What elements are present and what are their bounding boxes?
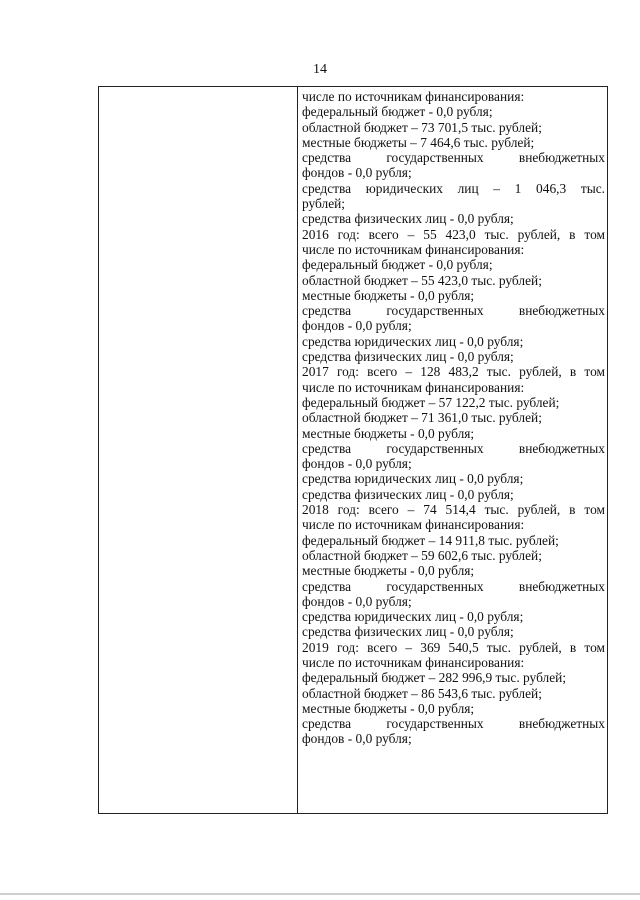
funding-line: местные бюджеты – 7 464,6 тыс. рублей; xyxy=(302,134,535,150)
funding-line: федеральный бюджет – 14 911,8 тыс. рублей; xyxy=(302,532,559,548)
funding-line: фондов - 0,0 рубля; xyxy=(302,318,412,334)
funding-line: федеральный бюджет – 57 122,2 тыс. рублей; xyxy=(302,394,560,410)
funding-line: областной бюджет – 73 701,5 тыс. рублей; xyxy=(302,119,542,135)
funding-line: числе по источникам финансирования: xyxy=(302,654,525,670)
funding-line: средства физических лиц - 0,0 рубля; xyxy=(302,486,514,502)
column-divider xyxy=(297,87,298,813)
funding-line: федеральный бюджет - 0,0 рубля; xyxy=(302,104,493,120)
funding-line: рублей; xyxy=(302,196,346,212)
funding-line: фондов - 0,0 рубля; xyxy=(302,731,412,747)
funding-line: средства юридических лиц - 0,0 рубля; xyxy=(302,333,524,349)
funding-line: числе по источникам финансирования: xyxy=(302,241,525,257)
funding-line: средства физических лиц - 0,0 рубля; xyxy=(302,349,514,365)
funding-line: средства физических лиц - 0,0 рубля; xyxy=(302,624,514,640)
funding-line: фондов - 0,0 рубля; xyxy=(302,593,412,609)
funding-line: средства юридических лиц - 0,0 рубля; xyxy=(302,471,524,487)
funding-line: 2016 год: всего – 55 423,0 тыс. рублей, в том xyxy=(302,226,605,242)
funding-line: 2019 год: всего – 369 540,5 тыс. рублей, в том xyxy=(302,639,605,655)
funding-line: числе по источникам финансирования: xyxy=(302,89,525,104)
funding-line: фондов - 0,0 рубля; xyxy=(302,165,412,181)
funding-line: местные бюджеты - 0,0 рубля; xyxy=(302,287,475,303)
funding-line: федеральный бюджет – 282 996,9 тыс. рублей; xyxy=(302,670,567,686)
funding-line: федеральный бюджет - 0,0 рубля; xyxy=(302,257,493,273)
funding-line: средства государственных внебюджетных xyxy=(302,150,605,166)
funding-line: средства государственных внебюджетных xyxy=(302,578,605,594)
funding-line: числе по источникам финансирования: xyxy=(302,379,525,395)
funding-line: областной бюджет – 55 423,0 тыс. рублей; xyxy=(302,272,542,288)
funding-line: 2018 год: всего – 74 514,4 тыс. рублей, в том xyxy=(302,502,605,518)
funding-line: областной бюджет – 59 602,6 тыс. рублей; xyxy=(302,547,542,563)
funding-line: местные бюджеты - 0,0 рубля; xyxy=(302,700,475,716)
funding-line: 2017 год: всего – 128 483,2 тыс. рублей, в том xyxy=(302,364,605,380)
page-number: 14 xyxy=(313,62,327,77)
funding-line: средства государственных внебюджетных xyxy=(302,716,605,732)
funding-line: средства физических лиц - 0,0 рубля; xyxy=(302,211,514,227)
funding-line: средства государственных внебюджетных xyxy=(302,303,605,319)
funding-line: средства юридических лиц - 0,0 рубля; xyxy=(302,609,524,625)
funding-line: областной бюджет – 86 543,6 тыс. рублей; xyxy=(302,685,542,701)
funding-line: средства юридических лиц – 1 046,3 тыс. xyxy=(302,180,605,196)
funding-line: местные бюджеты - 0,0 рубля; xyxy=(302,425,475,441)
funding-line: числе по источникам финансирования: xyxy=(302,517,525,533)
funding-line: областной бюджет – 71 361,0 тыс. рублей; xyxy=(302,410,542,426)
funding-table xyxy=(98,86,608,814)
funding-line: местные бюджеты - 0,0 рубля; xyxy=(302,563,475,579)
page-bottom-edge xyxy=(0,893,640,895)
funding-line: фондов - 0,0 рубля; xyxy=(302,456,412,472)
funding-line: средства государственных внебюджетных xyxy=(302,440,605,456)
funding-details-cell xyxy=(302,89,605,747)
